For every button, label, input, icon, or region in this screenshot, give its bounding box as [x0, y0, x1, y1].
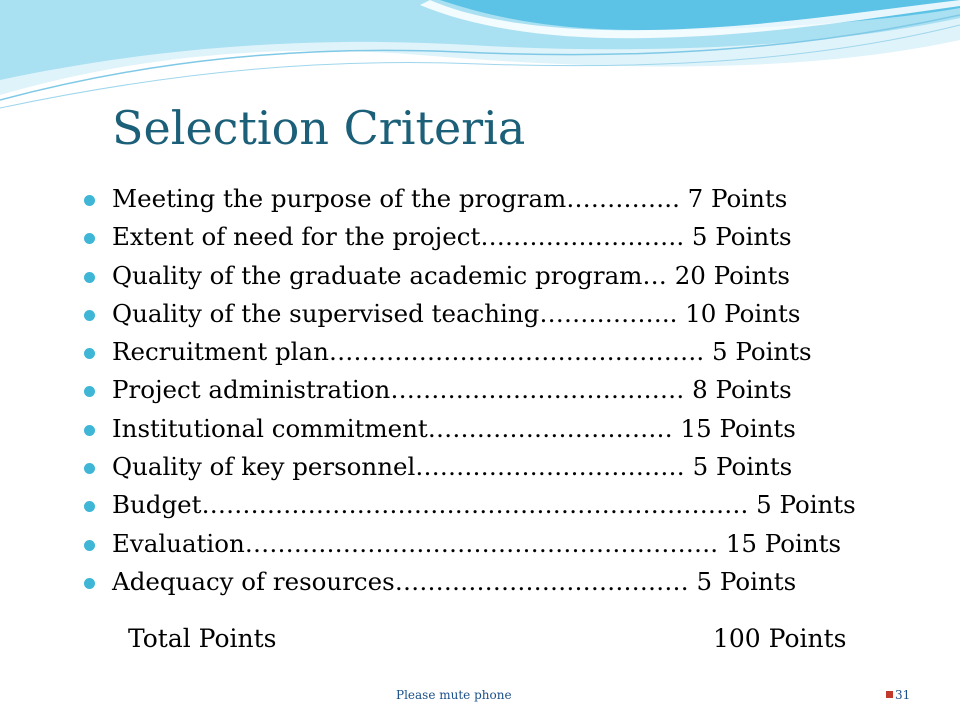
criteria-item — [84, 180, 884, 218]
bullet-icon — [84, 310, 95, 321]
criteria-text: Project administration……………………………… 8 Points — [112, 375, 792, 405]
criteria-text: Quality of the supervised teaching…………….. 10 Points — [112, 298, 801, 328]
criteria-item — [84, 563, 884, 601]
bullet-icon — [84, 233, 95, 244]
bullet-icon — [84, 425, 95, 436]
total-points-value: 100 Points — [713, 624, 847, 653]
criteria-text: Adequacy of resources……………………………… 5 Points — [112, 566, 797, 596]
slide-number: 31 — [895, 688, 911, 702]
criteria-text: Quality of key personnel…………………………… 5 Points — [112, 452, 793, 482]
total-points-label: Total Points — [128, 624, 277, 653]
criteria-item — [84, 371, 884, 409]
criteria-text: Institutional commitment………………………… 15 Points — [112, 413, 796, 443]
criteria-text: Recruitment plan………………………………………. 5 Points — [112, 337, 812, 367]
bullet-icon — [84, 578, 95, 589]
slide-number-marker-icon — [886, 691, 893, 698]
criteria-item — [84, 333, 884, 371]
bullet-icon — [84, 501, 95, 512]
criteria-item — [84, 448, 884, 486]
bullet-icon — [84, 348, 95, 359]
footer-text: Please mute phone — [396, 688, 512, 702]
slide-title: Selection Criteria — [112, 101, 526, 155]
criteria-item — [84, 486, 884, 524]
criteria-text: Quality of the graduate academic program… 20 Points — [112, 260, 790, 290]
bullet-icon — [84, 540, 95, 551]
bullet-icon — [84, 386, 95, 397]
criteria-text: Budget…………………………………………………………. 5 Points — [112, 490, 856, 520]
bullet-icon — [84, 195, 95, 206]
criteria-item — [84, 257, 884, 295]
criteria-item — [84, 525, 884, 563]
criteria-text: Meeting the purpose of the program………….. 7 Points — [112, 184, 788, 213]
criteria-text: Extent of need for the project……………………. 5 Points — [112, 222, 792, 252]
criteria-item — [84, 410, 884, 448]
criteria-item — [84, 295, 884, 333]
bullet-icon — [84, 272, 95, 283]
criteria-text: Evaluation…………………………………………………. 15 Points — [112, 528, 842, 558]
criteria-item — [84, 218, 884, 256]
criteria-list — [84, 180, 884, 601]
bullet-icon — [84, 463, 95, 474]
